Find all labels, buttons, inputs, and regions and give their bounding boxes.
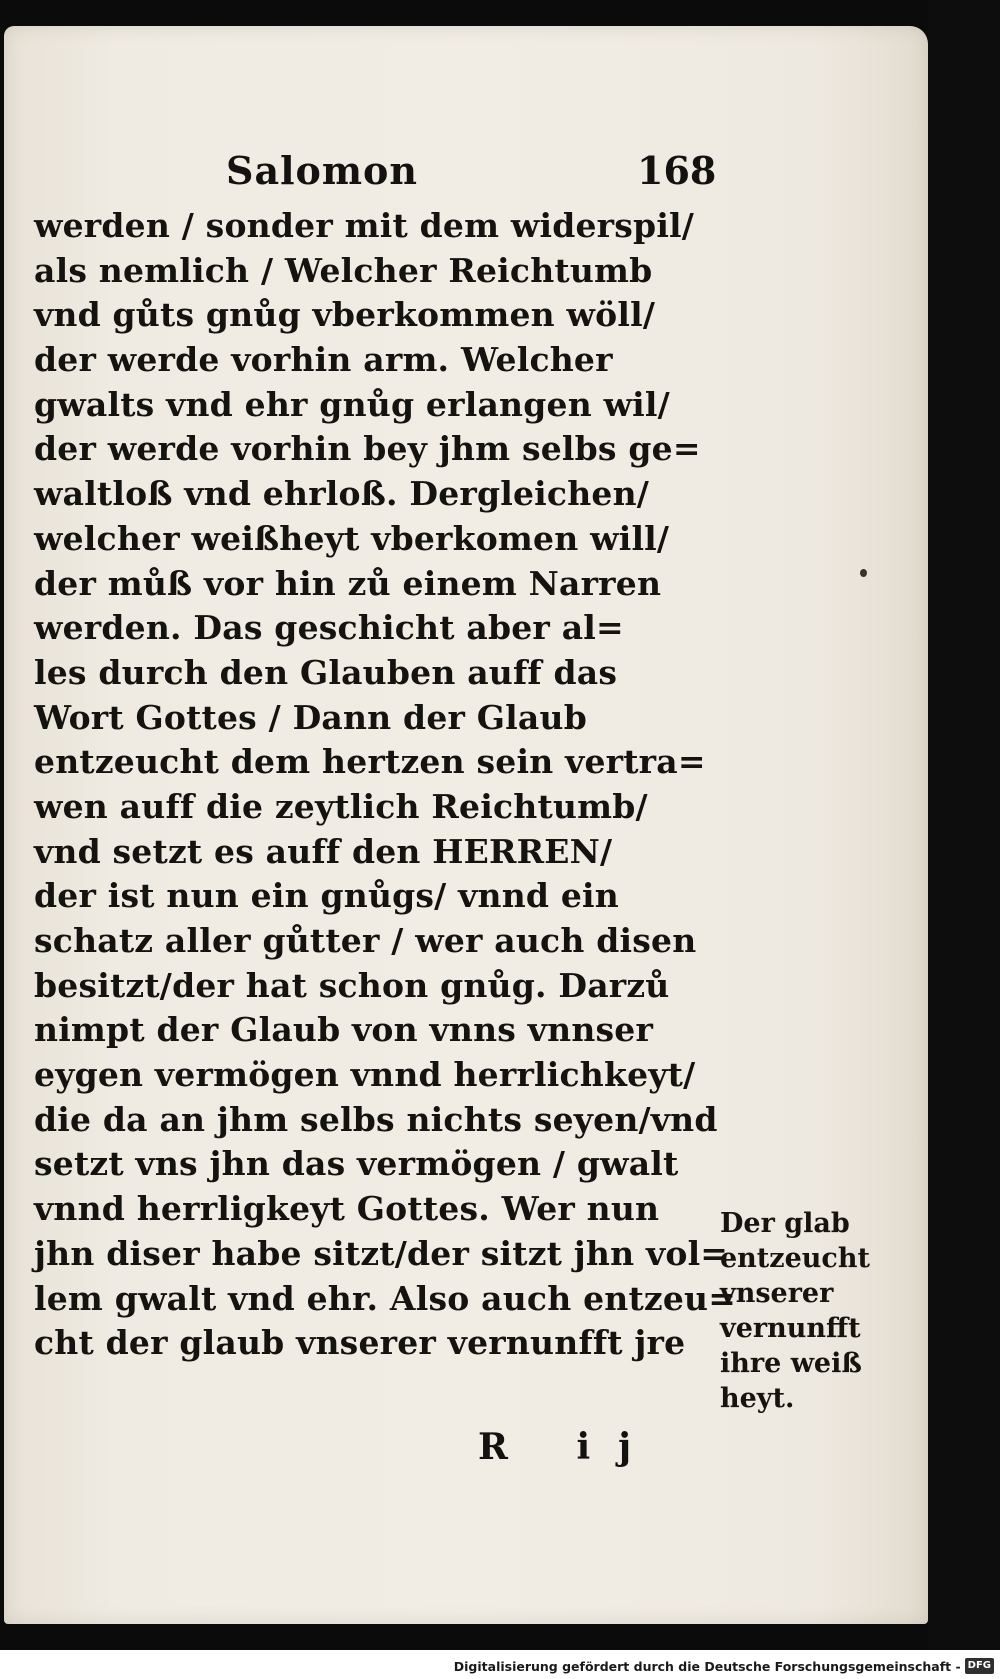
dfg-logo: DFG [965, 1658, 994, 1674]
text-line: der ist nun ein gnůgs/ vnnd ein [34, 876, 619, 916]
text-line: der werde vorhin bey jhm selbs ge= [34, 429, 701, 469]
text-line: als nemlich / Welcher Reichtumb [34, 250, 653, 290]
text-line: waltloß vnd ehrloß. Dergleichen/ [34, 474, 650, 514]
marginal-note [720, 1206, 880, 1416]
text-line: werden. Das geschicht aber al= [34, 608, 624, 648]
running-head [4, 148, 928, 198]
text-line: werden / sonder mit dem widerspil/ [34, 206, 695, 245]
attribution-text: Digitalisierung gefördert durch die Deutsche Forschungsgemeinschaft - [453, 1658, 961, 1674]
text-line: nimpt der Glaub von vnns vnnser [34, 1010, 654, 1050]
text-line: vnnd herrligkeyt Gottes. Wer nun [34, 1189, 660, 1229]
text-line: eygen vermögen vnnd herrlichkeyt/ [34, 1055, 696, 1095]
marginal-note-line: entzeucht [720, 1243, 870, 1274]
text-line: die da an jhm selbs nichts seyen/vnd [34, 1099, 718, 1139]
text-line: setzt vns jhn das vermögen / gwalt [34, 1144, 679, 1184]
marginal-note-line: Der glab [720, 1208, 850, 1239]
text-line: cht der glaub vnserer vernunfft jre [34, 1323, 686, 1363]
attribution [454, 1656, 994, 1676]
marginal-note-line: vnserer [720, 1278, 834, 1309]
page-number: 168 [637, 148, 717, 193]
marginal-note-line: heyt. [720, 1383, 795, 1414]
scan-background-edge [928, 0, 1000, 1679]
text-line: besitzt/der hat schon gnůg. Darzů [34, 965, 670, 1005]
text-line: entzeucht dem hertzen sein vertra= [34, 742, 706, 782]
paper-speck [860, 569, 867, 577]
running-head-title: Salomon [226, 148, 419, 193]
text-line: welcher weißheyt vberkomen will/ [34, 518, 670, 558]
marginal-note-line: vernunfft [720, 1313, 861, 1344]
signature-mark: R ij [478, 1426, 660, 1468]
text-line: jhn diser habe sitzt/der sitzt jhn vol= [34, 1233, 729, 1273]
book-page [4, 26, 928, 1624]
text-line: vnd gůts gnůg vberkommen wöll/ [34, 295, 656, 335]
text-line: lem gwalt vnd ehr. Also auch entzeu= [34, 1278, 737, 1318]
text-line: wen auff die zeytlich Reichtumb/ [34, 786, 648, 826]
text-line: vnd setzt es auff den HERREN/ [34, 831, 613, 871]
body-text-block [34, 204, 737, 1366]
text-line: der můß vor hin zů einem Narren [34, 563, 662, 603]
text-line: les durch den Glauben auff das [34, 652, 618, 692]
marginal-note-line: ihre weiß [720, 1348, 862, 1379]
text-line: der werde vorhin arm. Welcher [34, 340, 613, 380]
text-line: Wort Gottes / Dann der Glaub [34, 697, 587, 737]
text-line: gwalts vnd ehr gnůg erlangen wil/ [34, 384, 670, 424]
text-line: schatz aller gůtter / wer auch disen [34, 921, 697, 960]
